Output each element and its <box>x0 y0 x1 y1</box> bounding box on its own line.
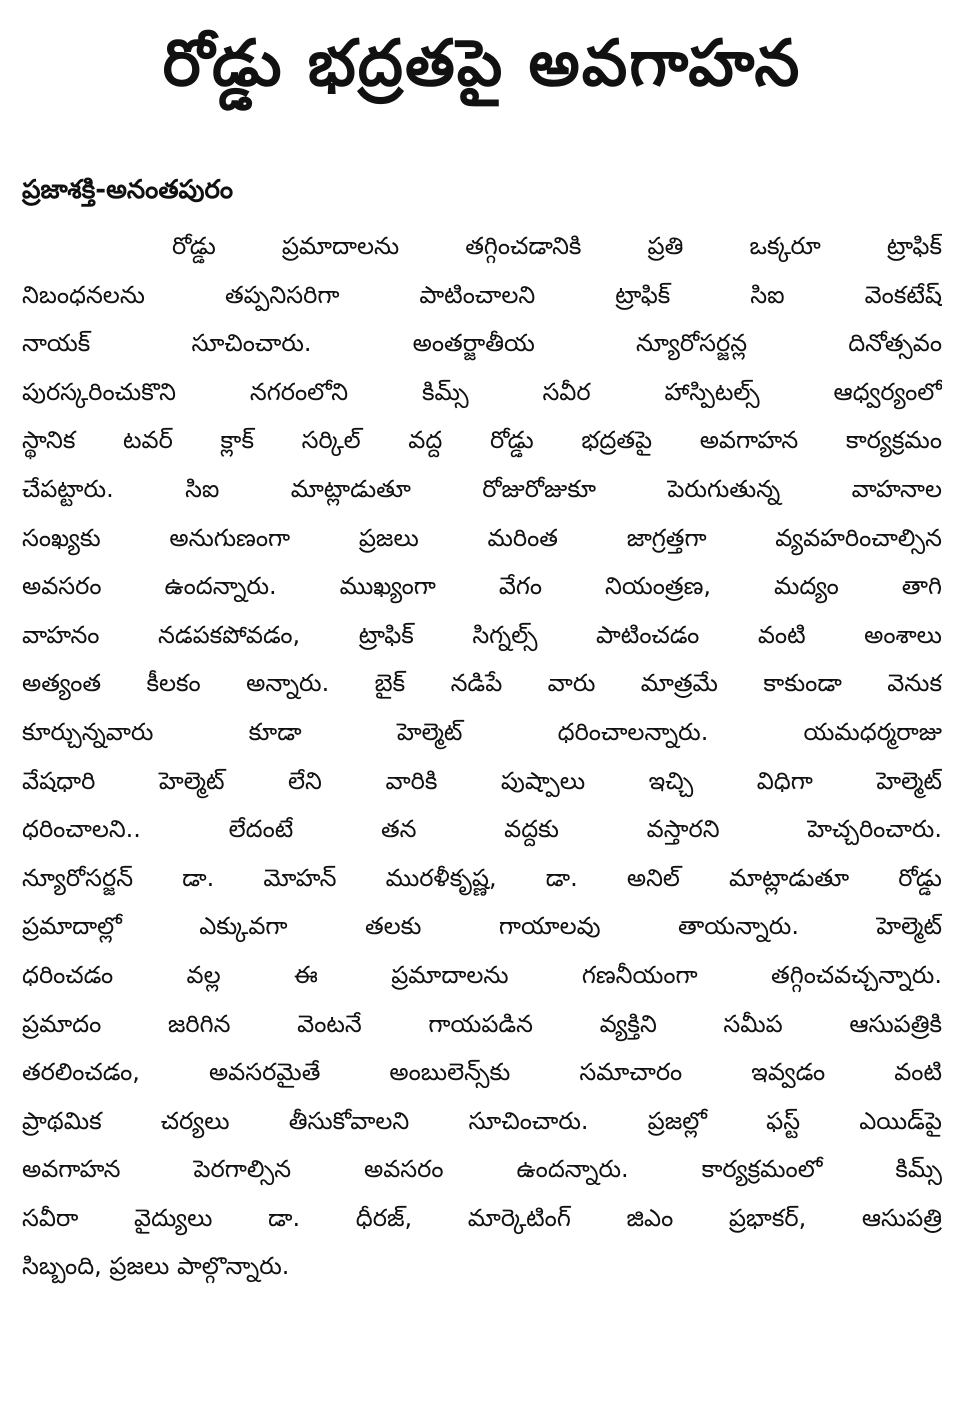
article-line: రోడ్డు ప్రమాదాలను తగ్గించడానికి ప్రతి ఒక్కరూ ట్రాఫిక్ <box>172 232 942 260</box>
article-line: నాయక్ సూచించారు. అంతర్జాతీయ న్యూరోసర్జన్ల దినోత్సవం <box>22 329 942 358</box>
article-line: అవగాహన పెరగాల్సిన అవసరం ఉందన్నారు. కార్యక్రమంలో కిమ్స్ <box>22 1155 942 1184</box>
article-line: సంఖ్యకు అనుగుణంగా ప్రజలు మరింత జాగ్రత్తగా వ్యవహరించాల్సిన <box>22 523 942 552</box>
article-line: సిబ్బంది, ప్రజలు పాల్గొన్నారు. <box>22 1252 290 1281</box>
article-line: చేపట్టారు. సిఐ మాట్లాడుతూ రోజురోజుకూ పెరుగుతున్న వాహనాల <box>22 474 942 503</box>
article-line: కూర్చున్నవారు కూడా హెల్మెట్ ధరించాలన్నారు. యమధర్మరాజు <box>22 717 942 746</box>
article-line: అత్యంత కీలకం అన్నారు. బైక్ నడిపే వారు మాత్రమే కాకుండా వెనుక <box>22 669 942 698</box>
article-body <box>22 222 942 1291</box>
article-line: ధరించాలని.. లేదంటే తన వద్దకు వస్తారని హెచ్చరించారు. <box>22 815 942 844</box>
article-line: వేషధారి హెల్మెట్ లేని వారికి పుష్పాలు ఇచ్చి విధిగా హెల్మెట్ <box>22 766 942 795</box>
headline: రోడ్డు భద్రతపై అవగాహన <box>162 27 802 101</box>
article-line: అవసరం ఉందన్నారు. ముఖ్యంగా వేగం నియంత్రణ, మద్యం తాగి <box>22 572 942 601</box>
article-line: ప్రాథమిక చర్యలు తీసుకోవాలని సూచించారు. ప్రజల్లో ఫస్ట్ ఎయిడ్‌పై <box>22 1106 942 1135</box>
article-line: స్థానిక టవర్ క్లాక్ సర్కిల్ వద్ద రోడ్డు భద్రతపై అవగాహన కార్యక్రమం <box>22 426 942 455</box>
article-line: పురస్కరించుకొని నగరంలోని కిమ్స్ సవీర హాస్పిటల్స్ ఆధ్వర్యంలో <box>22 377 942 406</box>
article-line: ధరించడం వల్ల ఈ ప్రమాదాలను గణనీయంగా తగ్గించవచ్చన్నారు. <box>22 960 942 989</box>
article-line: తరలించడం, అవసరమైతే అంబులెన్స్‌కు సమాచారం ఇవ్వడం వంటి <box>22 1058 942 1087</box>
article-line: వాహనం నడపకపోవడం, ట్రాఫిక్ సిగ్నల్స్ పాటించడం వంటి అంశాలు <box>22 620 942 649</box>
article-line: ప్రమాదం జరిగిన వెంటనే గాయపడిన వ్యక్తిని సమీప ఆసుపత్రికి <box>22 1009 942 1038</box>
article-line: నిబంధనలను తప్పనిసరిగా పాటించాలని ట్రాఫిక్ సిఐ వెంకటేష్ <box>22 280 942 309</box>
article-line: ప్రమాదాల్లో ఎక్కువగా తలకు గాయాలవు తాయన్నారు. హెల్మెట్ <box>22 912 942 941</box>
article-line: న్యూరోసర్జన్ డా. మోహన్ మురళీకృష్ణ, డా. అనిల్ మాట్లాడుతూ రోడ్డు <box>22 863 942 892</box>
article-line: సవీరా వైద్యులు డా. ధీరజ్, మార్కెటింగ్ జిఎం ప్రభాకర్, ఆసుపత్రి <box>22 1203 942 1232</box>
dateline: ప్రజాశక్తి-అనంతపురం <box>22 175 234 205</box>
